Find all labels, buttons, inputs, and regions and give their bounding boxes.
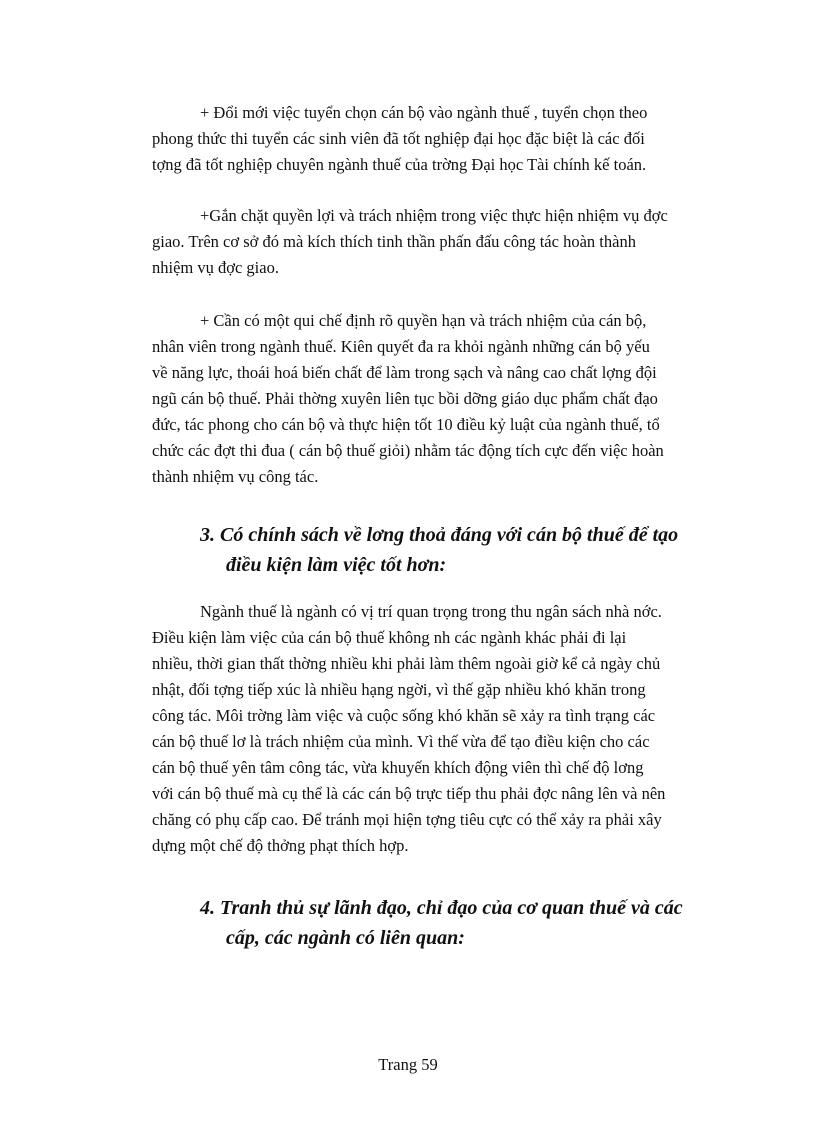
paragraph-line: nhân viên trong ngành thuế. Kiên quyết đa ra khỏi ngành những cán bộ yếu <box>152 337 650 356</box>
paragraph-line: +Gắn chặt quyền lợi và trách nhiệm trong việc thực hiện nhiệm vụ đợc <box>200 206 668 225</box>
paragraph-line: đức, tác phong cho cán bộ và thực hiện tốt 10 điều kỷ luật của ngành thuế, tổ <box>152 415 660 434</box>
paragraph-3 <box>152 308 720 490</box>
paragraph-line: thành nhiệm vụ công tác. <box>152 467 319 486</box>
page-number: Trang 59 <box>378 1055 438 1074</box>
paragraph-line: Điều kiện làm việc của cán bộ thuế không nh các ngành khác phải đi lại <box>152 628 627 647</box>
paragraph-line: nhiều, thời gian thất thờng nhiều khi phải làm thêm ngoài giờ kể cả ngày chủ <box>152 654 661 673</box>
section-heading-3 <box>200 520 730 580</box>
paragraph-2 <box>152 203 720 281</box>
paragraph-line: giao. Trên cơ sở đó mà kích thích tinh thần phấn đấu công tác hoàn thành <box>152 232 636 251</box>
paragraph-line: + Đổi mới việc tuyển chọn cán bộ vào ngành thuế , tuyển chọn theo <box>200 103 648 122</box>
paragraph-1 <box>152 100 720 178</box>
paragraph-line: cán bộ thuế yên tâm công tác, vừa khuyến khích động viên thì chế độ lơng <box>152 758 644 777</box>
paragraph-line: cán bộ thuế lơ là trách nhiệm của mình. Vì thế vừa để tạo điều kiện cho các <box>152 732 650 751</box>
paragraph-line: dựng một chế độ thởng phạt thích hợp. <box>152 836 409 855</box>
section-heading-4 <box>200 893 730 953</box>
paragraph-line: về năng lực, thoái hoá biến chất để làm trong sạch và nâng cao chất lợng đội <box>152 363 657 382</box>
paragraph-line: + Cần có một qui chế định rõ quyền hạn và trách nhiệm của cán bộ, <box>200 311 647 330</box>
paragraph-line: Ngành thuế là ngành có vị trí quan trọng trong thu ngân sách nhà nớc. <box>200 602 662 621</box>
paragraph-line: phong thức thi tuyển các sinh viên đã tốt nghiệp đại học đặc biệt là các đối <box>152 129 645 148</box>
heading-line: 3. Có chính sách về lơng thoả đáng với cán bộ thuế để tạo <box>200 524 679 546</box>
paragraph-line: với cán bộ thuế mà cụ thể là các cán bộ trực tiếp thu phải đợc nâng lên và nên <box>152 784 666 803</box>
heading-line: 4. Tranh thủ sự lãnh đạo, chỉ đạo của cơ quan thuế và các <box>200 897 683 919</box>
paragraph-line: chăng có phụ cấp cao. Để tránh mọi hiện tợng tiêu cực có thể xảy ra phải xây <box>152 810 662 829</box>
paragraph-line: ngũ cán bộ thuế. Phải thờng xuyên liên tục bồi dỡng giáo dục phẩm chất đạo <box>152 389 658 408</box>
paragraph-line: chức các đợt thi đua ( cán bộ thuế giỏi) nhằm tác động tích cực đến việc hoàn <box>152 441 664 460</box>
paragraph-line: nhiệm vụ đợc giao. <box>152 258 279 277</box>
paragraph-4 <box>152 599 720 859</box>
heading-line: cấp, các ngành có liên quan: <box>226 927 465 949</box>
paragraph-line: công tác. Môi trờng làm việc và cuộc sống khó khăn sẽ xảy ra tình trạng các <box>152 706 656 725</box>
paragraph-line: nhật, đối tợng tiếp xúc là nhiều hạng ngời, vì thế gặp nhiều khó khăn trong <box>152 680 646 699</box>
heading-line: điều kiện làm việc tốt hơn: <box>226 554 447 576</box>
paragraph-line: tợng đã tốt nghiệp chuyên ngành thuế của trờng Đại học Tài chính kế toán. <box>152 155 647 174</box>
